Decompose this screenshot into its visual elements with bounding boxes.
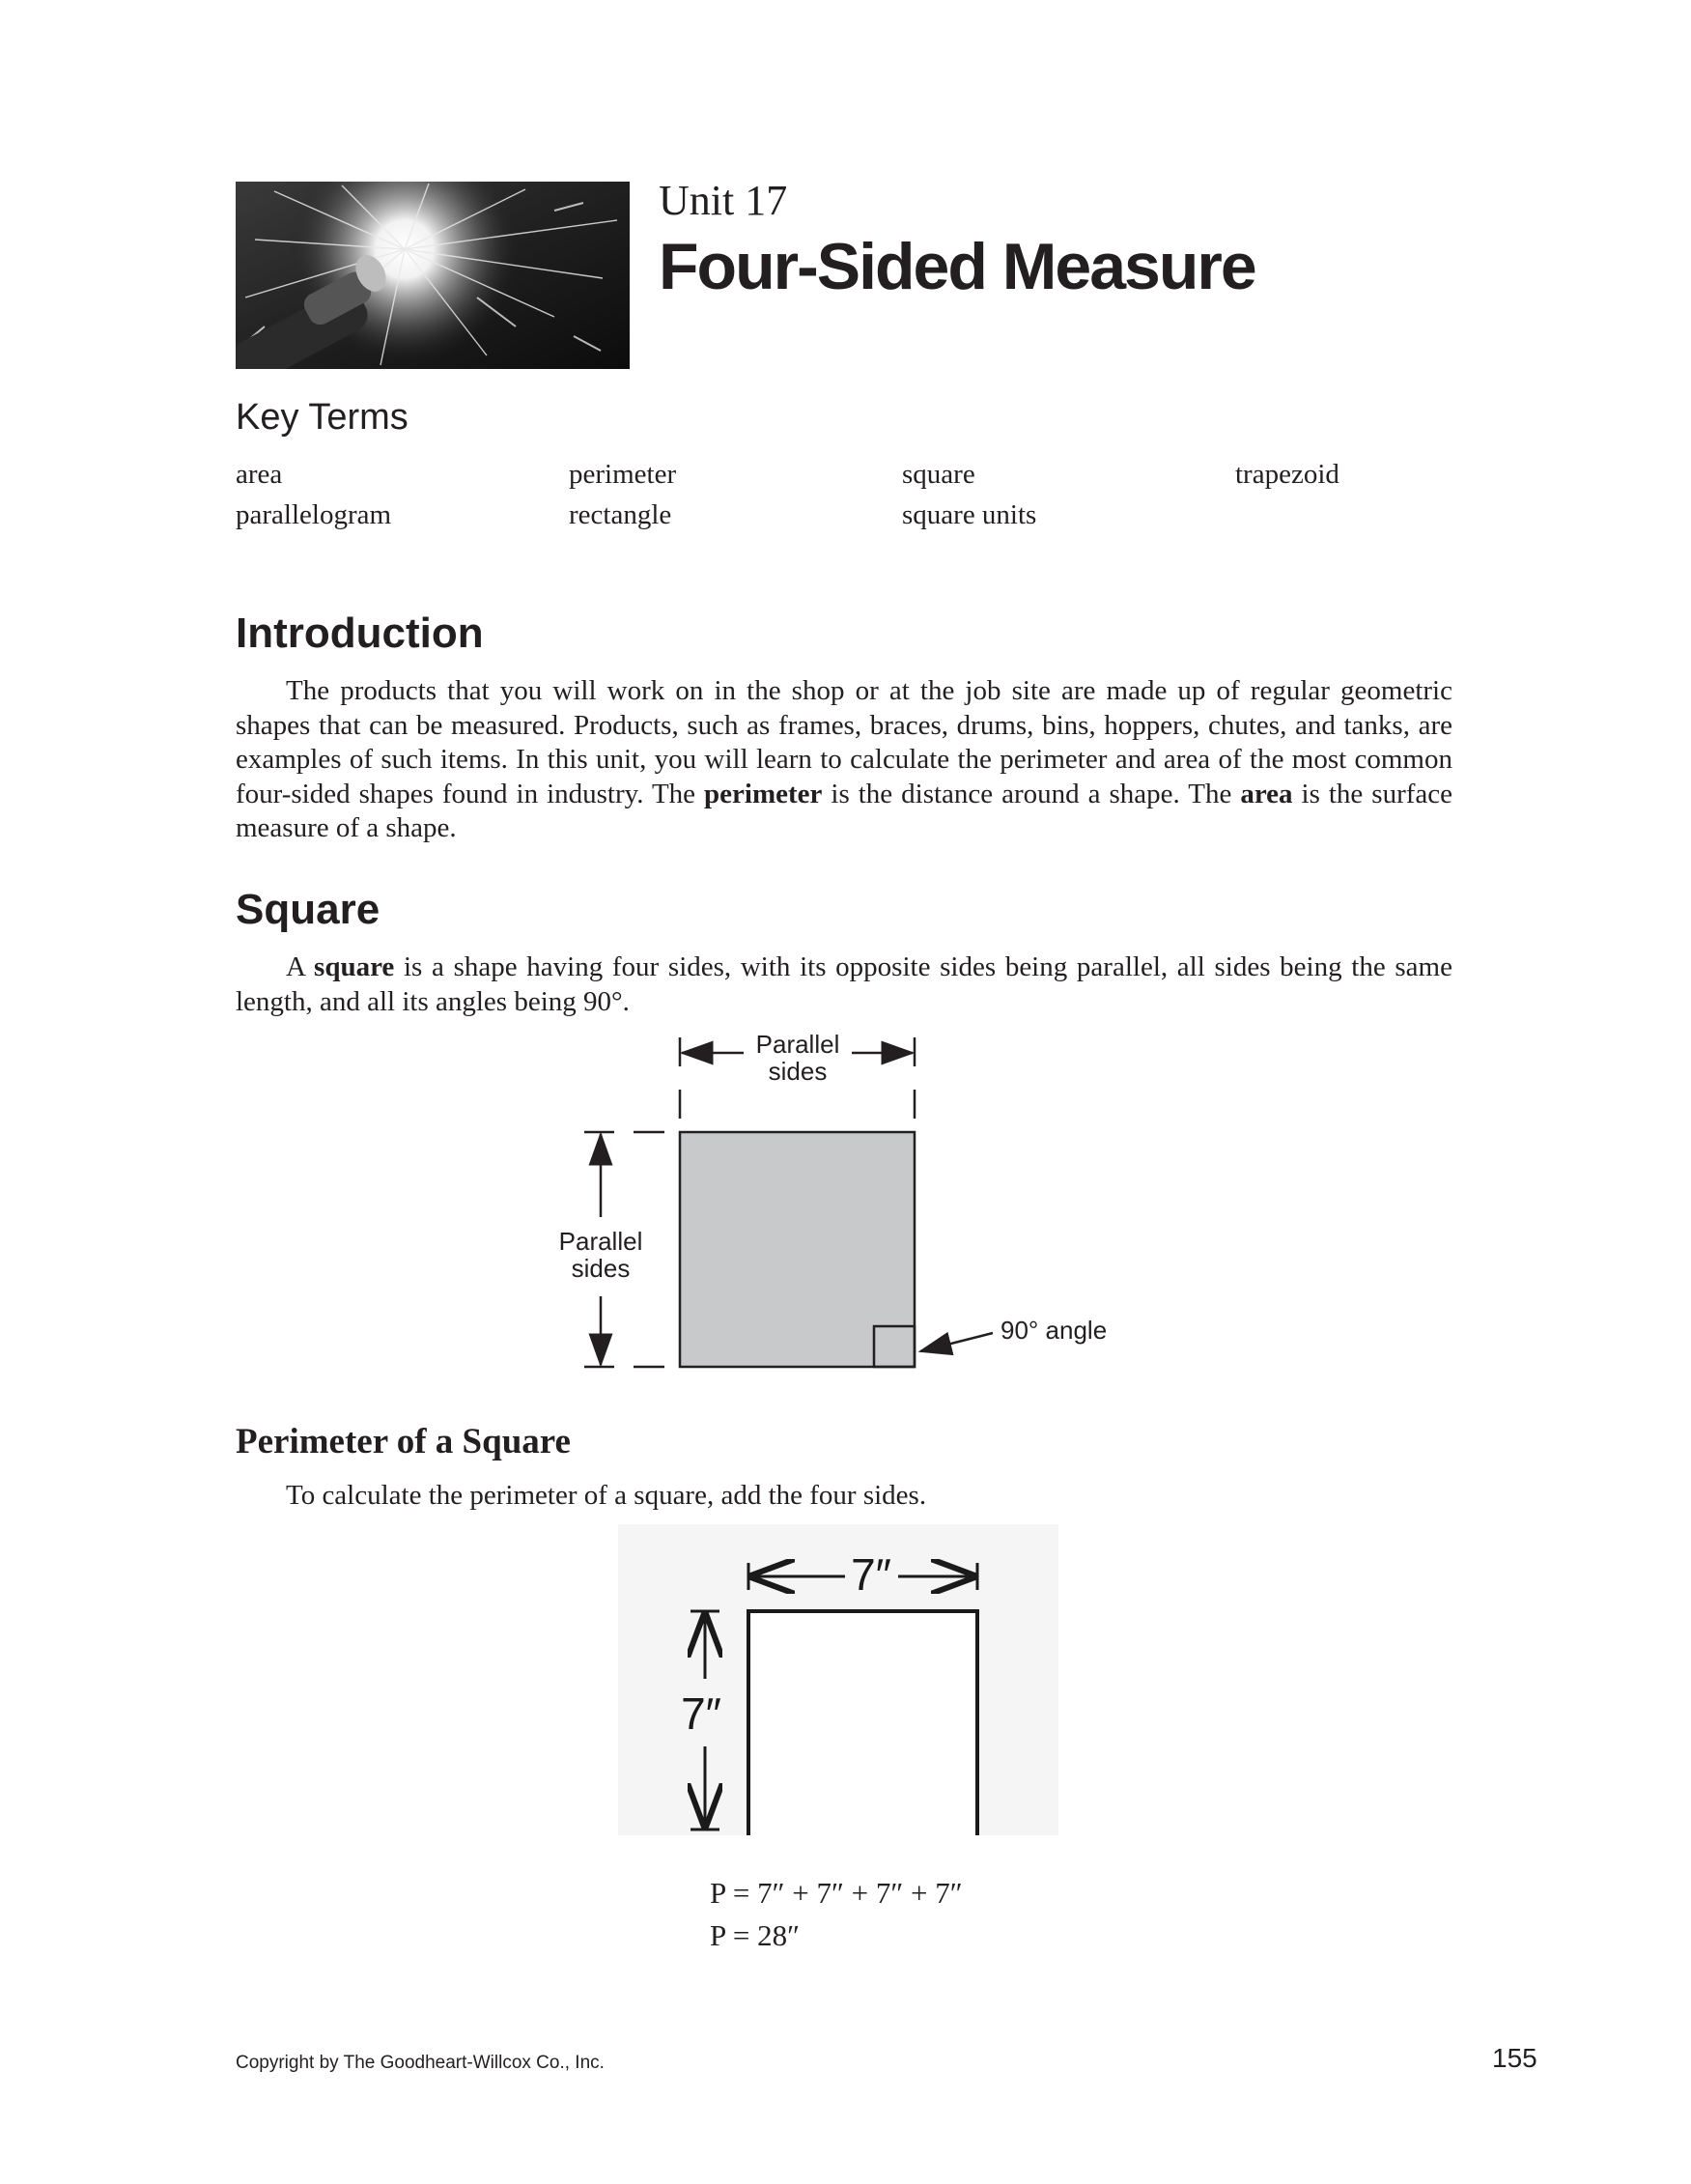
intro-text-1: The products that you will work on in the shop or at the job site are made up of regular geometric shapes that can be measured. Products, such as frames, braces, drums, bins, hoppers, chutes, and tanks, are examples of such items. In this unit, you will learn to calculate the perimeter and area of the most common four-sided shapes found in industry. The <box>236 675 1452 809</box>
square-text-1: A <box>286 951 315 982</box>
square-shape <box>680 1132 915 1367</box>
top-label-line1: Parallel <box>755 1030 840 1059</box>
key-term-trapezoid: trapezoid <box>1235 459 1339 490</box>
key-term-square-units: square units <box>902 499 1037 530</box>
side-dimension-label: 7″ <box>681 1688 721 1739</box>
key-term-rectangle: rectangle <box>569 499 672 530</box>
top-dimension-label: 7″ <box>851 1549 891 1600</box>
square-term: square <box>314 951 395 982</box>
key-term-area: area <box>236 459 283 490</box>
left-label-line1: Parallel <box>558 1227 643 1256</box>
perimeter-equation-2: P = 28″ <box>710 1918 800 1952</box>
square-heading: Square <box>236 886 380 933</box>
welding-sparks-illustration <box>236 182 630 369</box>
intro-term-area: area <box>1240 778 1293 809</box>
perimeter-figure-svg <box>618 1524 1058 1835</box>
square-paragraph <box>236 950 1452 1019</box>
unit-title: Four-Sided Measure <box>659 230 1255 303</box>
intro-text-2: is the distance around a shape. The <box>822 778 1241 809</box>
intro-text-3: is the surface measure of a shape. <box>236 778 1453 843</box>
key-term-square: square <box>902 459 975 490</box>
welding-sparks-photo <box>236 182 630 369</box>
perimeter-figure <box>618 1524 1058 1835</box>
square-diagram-svg <box>541 1024 1159 1381</box>
introduction-heading: Introduction <box>236 610 484 657</box>
square-diagram <box>541 1024 1159 1381</box>
left-label-line2: sides <box>571 1254 631 1283</box>
top-label-line2: sides <box>768 1057 828 1086</box>
page-number: 155 <box>1492 2043 1537 2073</box>
intro-term-perimeter: perimeter <box>704 778 823 809</box>
unit-number: Unit 17 <box>659 177 788 224</box>
perimeter-heading: Perimeter of a Square <box>236 1422 571 1461</box>
perimeter-equation-1: P = 7″ + 7″ + 7″ + 7″ <box>710 1876 963 1910</box>
key-term-parallelogram: parallelogram <box>236 499 392 530</box>
introduction-paragraph <box>236 674 1452 846</box>
square-text-2: is a shape having four sides, with its opposite sides being parallel, all sides being the same length, and all its angles being 90°. <box>236 951 1452 1017</box>
angle-label: 90° angle <box>1001 1316 1108 1345</box>
key-term-perimeter: perimeter <box>569 459 677 490</box>
perimeter-paragraph: To calculate the perimeter of a square, add the four sides. <box>286 1480 927 1511</box>
seven-inch-square <box>748 1611 977 1835</box>
copyright-notice: Copyright by The Goodheart-Willcox Co., Inc. <box>236 2053 605 2073</box>
key-terms-heading: Key Terms <box>236 397 409 438</box>
